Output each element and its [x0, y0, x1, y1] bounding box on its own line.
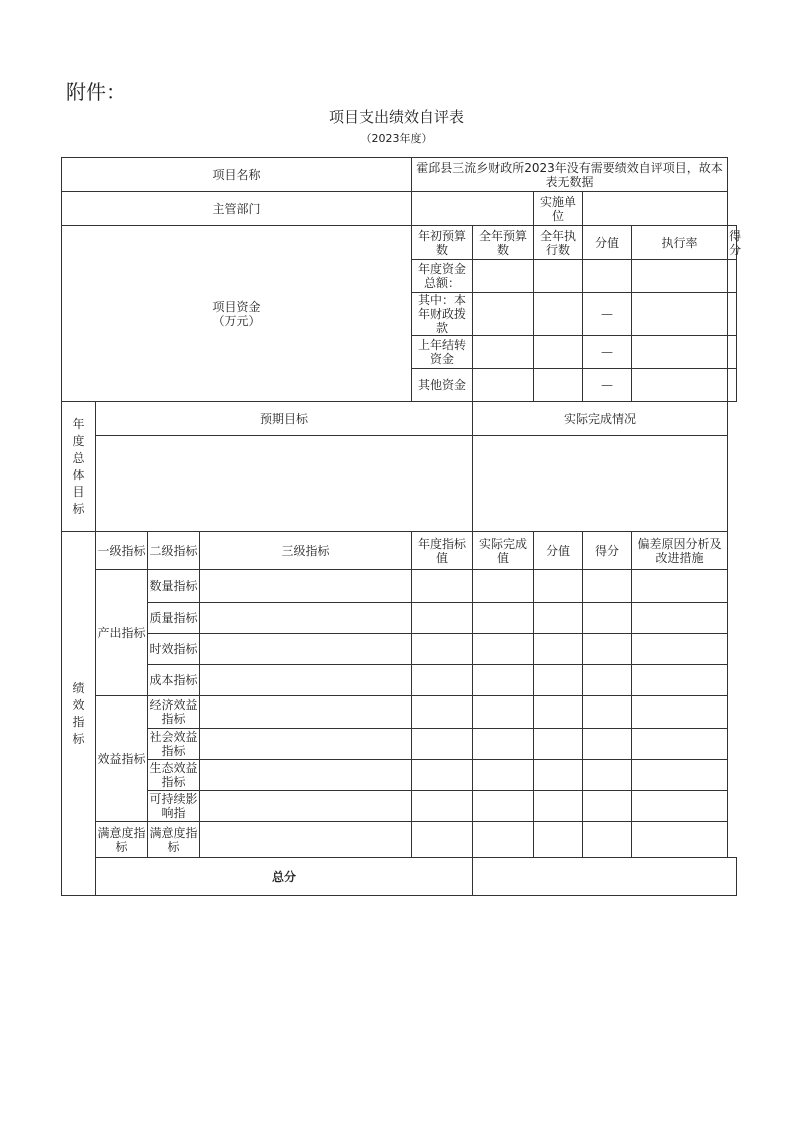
funds-row-label: 其中：本年财政拨款 — [412, 293, 473, 336]
funds-header-row — [62, 226, 737, 260]
funds-section-label: 项目资金 （万元） — [62, 226, 412, 402]
funds-score-mark: — — [583, 293, 632, 336]
funds-score-mark: — — [583, 336, 632, 369]
actual-goal-label: 实际完成情况 — [473, 402, 728, 436]
level2-indicator: 质量指标 — [148, 603, 200, 634]
level2-indicator: 时效指标 — [148, 634, 200, 665]
indicator-col-header: 一级指标 — [96, 532, 148, 570]
funds-col-header: 全年预算数 — [473, 226, 534, 260]
level2-indicator: 经济效益指标 — [148, 696, 200, 729]
department-row — [62, 192, 737, 226]
project-name-value: 霍邱县三流乡财政所2023年没有需要绩效自评项目，故本表无数据 — [412, 158, 728, 192]
indicator-row — [62, 696, 737, 729]
page-title: 项目支出绩效自评表 — [328, 108, 464, 126]
unit-label: 实施单位 — [534, 192, 583, 226]
total-row — [62, 858, 737, 896]
expected-goal-label: 预期目标 — [96, 402, 473, 436]
project-name-label: 项目名称 — [62, 158, 412, 192]
goals-header-row — [62, 402, 737, 436]
funds-col-header: 得分 — [728, 226, 737, 260]
indicator-row — [62, 760, 737, 791]
indicator-col-header: 得分 — [583, 532, 632, 570]
indicator-col-header: 实际完成值 — [473, 532, 534, 570]
level2-indicator: 成本指标 — [148, 665, 200, 696]
funds-score-mark: — — [583, 369, 632, 402]
level2-indicator: 可持续影响指 — [149, 792, 198, 820]
funds-col-header: 分值 — [583, 226, 632, 260]
total-label: 总分 — [96, 858, 473, 896]
dept-label: 主管部门 — [62, 192, 412, 226]
indicator-row — [62, 791, 737, 822]
goals-content-row — [62, 436, 737, 532]
indicators-header-row — [62, 532, 737, 570]
goals-section-text: 年度总体目标 — [72, 416, 85, 516]
indicator-col-header: 二级指标 — [148, 532, 200, 570]
indicator-row — [62, 665, 737, 696]
indicator-col-header: 年度指标值 — [412, 532, 473, 570]
level2-indicator: 社会效益指标 — [149, 730, 198, 758]
funds-col-header: 年初预算数 — [412, 226, 473, 260]
attachment-label: 附件： — [66, 80, 126, 104]
indicators-section-text: 绩效指标 — [72, 680, 85, 746]
actual-goal-content — [473, 436, 728, 532]
funds-col-header: 执行率 — [632, 226, 728, 260]
funds-row-label: 上年结转资金 — [412, 336, 473, 369]
project-name-row — [62, 158, 737, 192]
funds-row-label: 年度资金总额： — [412, 260, 473, 293]
level1-indicator: 产出指标 — [96, 570, 148, 696]
unit-value — [583, 192, 728, 226]
total-value — [473, 858, 737, 896]
indicator-col-header: 分值 — [534, 532, 583, 570]
indicator-row — [62, 822, 737, 858]
funds-col-header: 全年执行数 — [534, 226, 583, 260]
level1-indicator: 效益指标 — [96, 696, 148, 822]
indicator-col-header: 三级指标 — [200, 532, 412, 570]
dept-value — [412, 192, 534, 226]
goals-section-label — [62, 402, 96, 532]
level2-indicator: 满意度指标 — [148, 822, 200, 858]
indicator-row — [62, 729, 737, 760]
year-subtitle: （2023年度） — [360, 132, 433, 145]
indicator-col-header: 偏差原因分析及改进措施 — [632, 532, 728, 570]
indicators-section-label — [62, 532, 96, 896]
indicator-row — [62, 603, 737, 634]
funds-score-mark — [583, 260, 632, 293]
level1-indicator: 满意度指标 — [96, 822, 148, 858]
expected-goal-content — [96, 436, 473, 532]
indicator-row — [62, 570, 737, 603]
indicator-row — [62, 634, 737, 665]
funds-row-label: 其他资金 — [412, 369, 473, 402]
level2-indicator: 生态效益指标 — [149, 761, 198, 789]
level2-indicator: 数量指标 — [148, 570, 200, 603]
evaluation-table — [61, 157, 742, 886]
